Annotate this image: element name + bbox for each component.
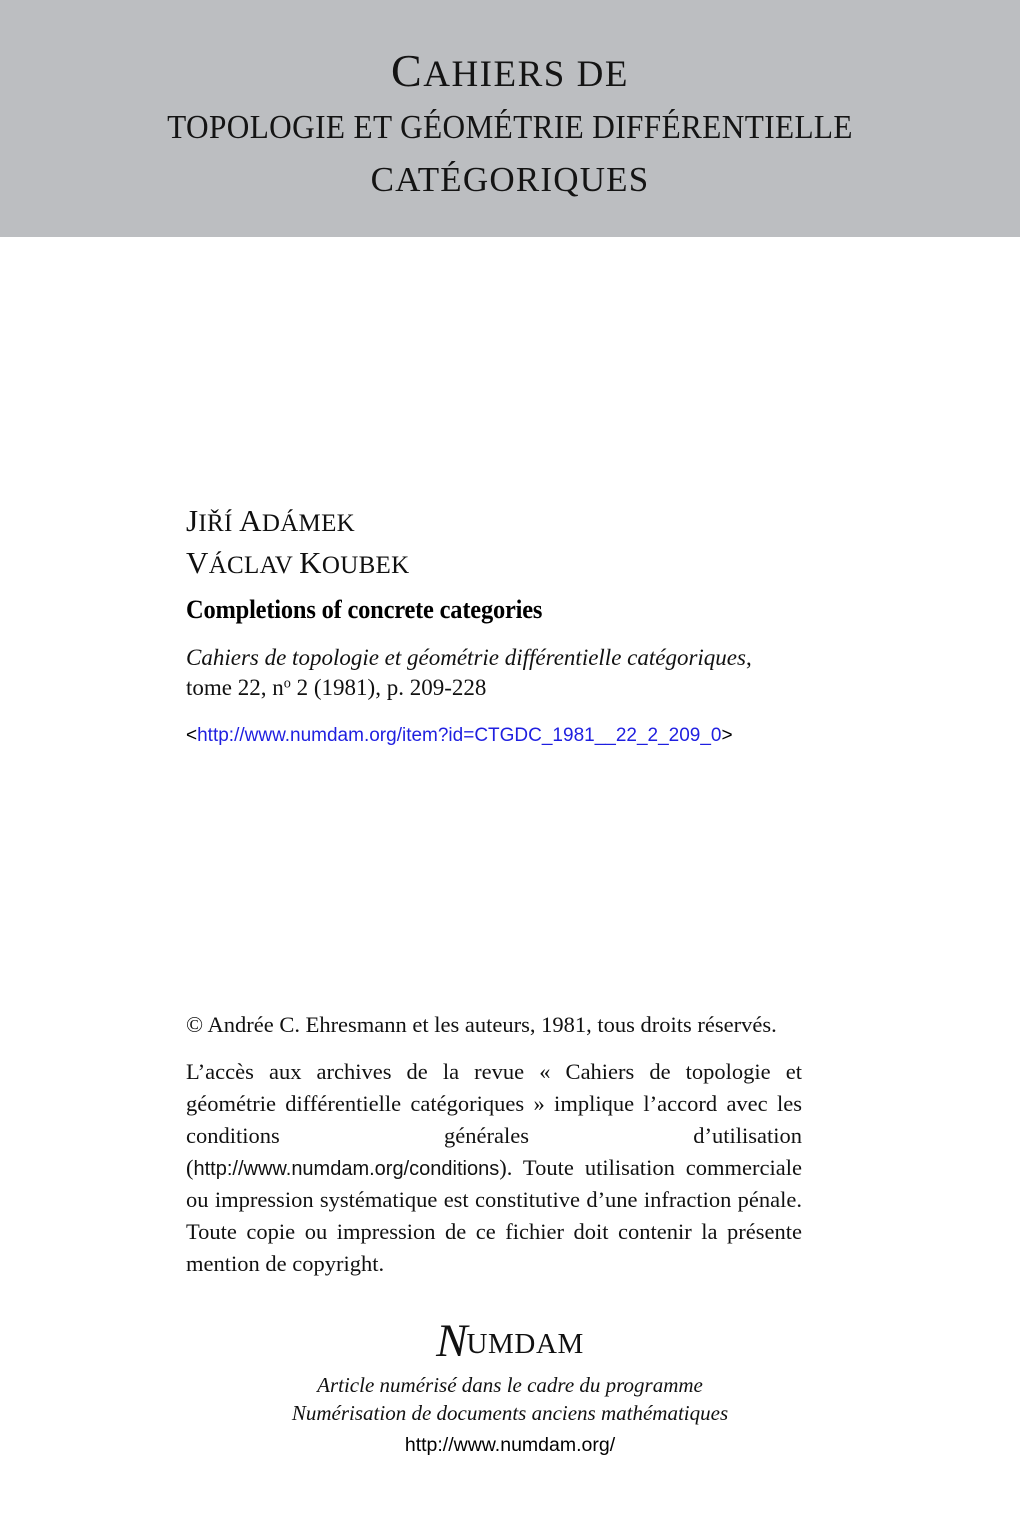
article-permalink[interactable] [186, 725, 800, 747]
rights-block [186, 1010, 802, 1280]
article-metadata-block [186, 500, 800, 747]
terms-text-part-1: L’accès aux archives de la revue « Cahiers de topologie et géométrie différentielle catégoriques » implique l’accord avec les conditions générales d’utilisation ( [186, 1059, 802, 1181]
journal-title-banner [0, 0, 1020, 237]
author-1-first-initial: J [186, 503, 199, 538]
author-1-last-initial: A [239, 503, 262, 538]
banner-title-line-2 [41, 111, 979, 145]
banner-line-1-initial: C [391, 45, 424, 96]
author-2-last-rest: OUBEK [321, 551, 410, 579]
author-2-first-rest: ÁCLAV [208, 551, 300, 579]
footer-tagline-line-1: Article numérisé dans le cadre du programme [317, 1373, 703, 1397]
author-name-1 [186, 500, 800, 542]
terms-of-use-paragraph [186, 1056, 802, 1280]
numdam-site-url[interactable]: http://www.numdam.org/ [404, 1433, 616, 1456]
terms-text-part-2: ). Toute utilisation commerciale ou impression systématique est constitutive d’une infraction pénale. Toute copie ou impression de ce fichier doit contenir la présente mention de copyright. [186, 1155, 802, 1276]
numdam-footer [0, 1315, 1020, 1457]
url-open-bracket: < [186, 724, 198, 746]
footer-tagline [0, 1371, 1020, 1428]
banner-line-3-initial: C [370, 160, 396, 199]
banner-title-line-1 [0, 45, 1020, 96]
journal-numero-superscript: o [283, 675, 291, 692]
banner-line-2-text: OPOLOGIE ET GÉOMÉTRIE DIFFÉRENTIELLE [186, 109, 853, 146]
article-title: Completions of concrete categories [186, 595, 543, 625]
author-2-first-initial: V [186, 544, 209, 580]
conditions-url-link[interactable]: http://www.numdam.org/conditions [193, 1158, 500, 1181]
banner-line-3-text: ATÉGORIQUES [395, 160, 650, 199]
numdam-logo [0, 1315, 1020, 1367]
journal-volume-rest: 2 (1981), p. 209-228 [290, 674, 487, 700]
author-name-2 [186, 542, 800, 584]
journal-reference [186, 643, 800, 703]
author-2-last-initial: K [299, 544, 322, 580]
banner-title-line-3 [0, 162, 1020, 197]
url-close-bracket: > [721, 724, 733, 746]
banner-line-1-text: AHIERS DE [423, 54, 629, 95]
copyright-notice: © Andrée C. Ehresmann et les auteurs, 1981, tous droits réservés. [186, 1012, 777, 1037]
journal-volume-prefix: , tome 22, n [186, 645, 752, 700]
numdam-logo-rest: UMDAM [466, 1328, 584, 1360]
author-1-last-rest: DÁMEK [261, 510, 356, 537]
banner-line-2-initial: T [167, 109, 187, 146]
journal-name: Cahiers de topologie et géométrie différentielle catégoriques [186, 645, 746, 671]
article-permalink-link[interactable]: http://www.numdam.org/item?id=CTGDC_1981__22_2_209_0 [197, 724, 722, 746]
numdam-logo-initial: N [436, 1315, 467, 1367]
author-1-first-rest: IŘÍ [198, 510, 240, 537]
footer-tagline-line-2: Numérisation de documents anciens mathématiques [291, 1401, 729, 1426]
